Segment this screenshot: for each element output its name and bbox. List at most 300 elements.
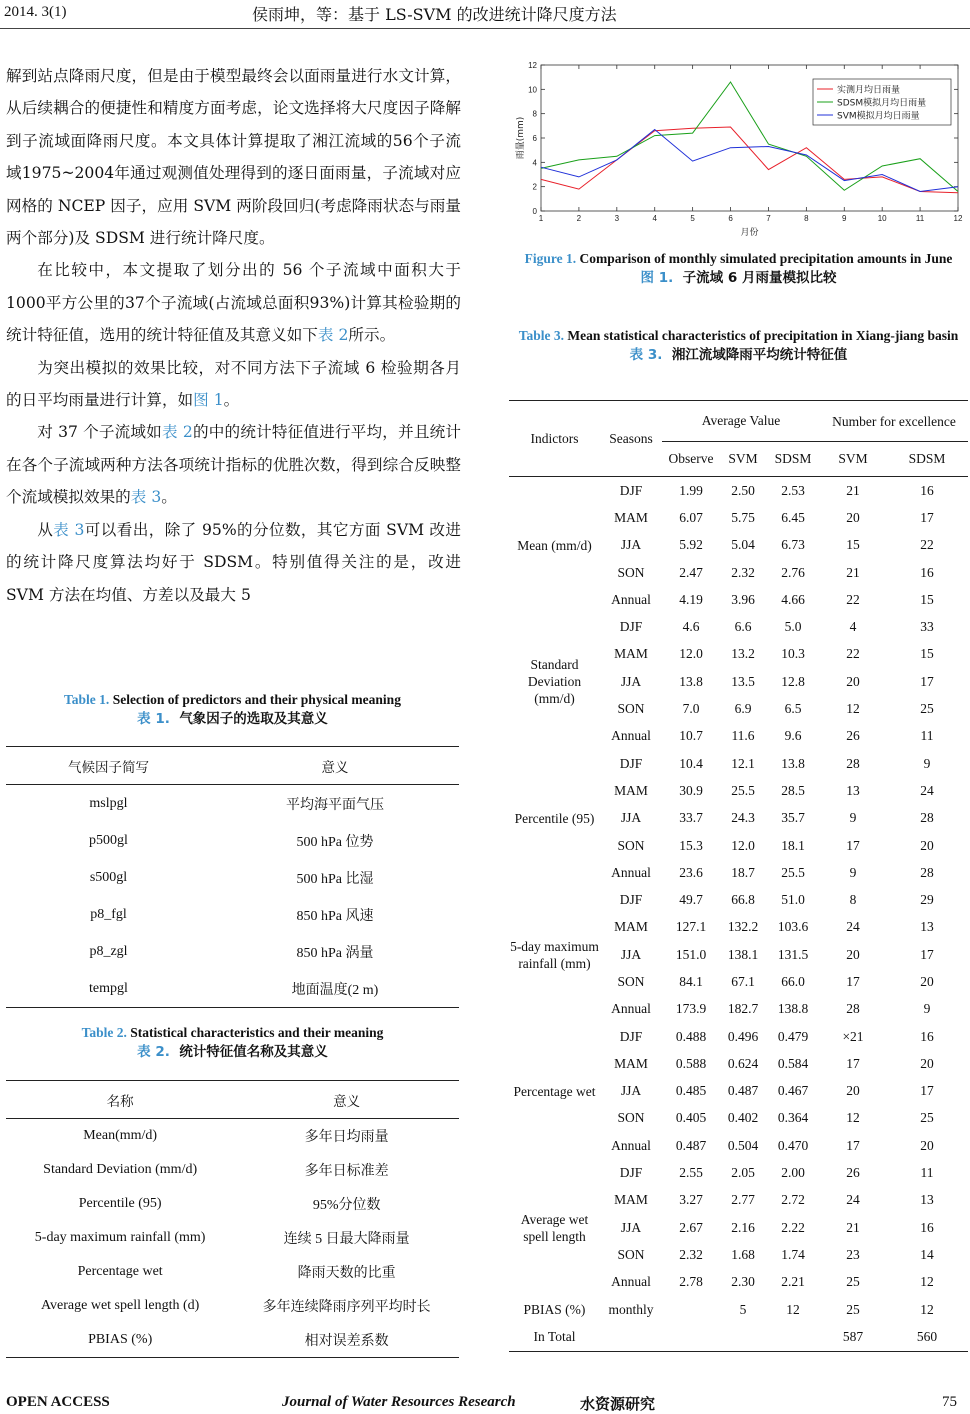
table-cell: 138.8 — [777, 1001, 809, 1017]
running-title: 侯雨坤，等：基于 LS-SVM 的改进统计降尺度方法 — [252, 5, 617, 24]
column-header: SVM — [720, 442, 766, 477]
table-row — [6, 1221, 459, 1255]
table-cell: 26 — [846, 728, 860, 744]
table-cell: 2.50 — [731, 482, 755, 498]
table-cell: 9.6 — [784, 728, 802, 744]
table-cell: 103.6 — [777, 919, 809, 935]
row-group-label: 5-day maximum rainfall (mm) — [510, 938, 599, 971]
table-cell: 560 — [886, 1323, 968, 1351]
table-cell: SON — [617, 973, 645, 989]
table-cell: 2.77 — [731, 1192, 755, 1208]
table-cell: 5.04 — [731, 537, 755, 553]
table-cell: 17 — [920, 673, 934, 689]
table-row — [6, 896, 459, 933]
x-tick-label: 11 — [915, 214, 925, 223]
table-row — [509, 886, 968, 913]
table-cell: MAM — [614, 1055, 648, 1071]
table-cell: 8 — [849, 892, 857, 908]
table-cell: DJF — [619, 619, 643, 635]
table-row — [6, 1255, 459, 1289]
table-cell: 13 — [920, 1192, 934, 1208]
column-header: SDSM — [766, 442, 820, 477]
table-cell: 0.485 — [675, 1083, 707, 1099]
table-cell: 66.8 — [731, 892, 755, 908]
table-cell: 0.470 — [777, 1137, 809, 1153]
table-row — [6, 1323, 459, 1358]
table-cell: 6.07 — [679, 509, 703, 525]
table-cell: 10.3 — [781, 646, 805, 662]
x-tick-label: 6 — [728, 214, 733, 223]
table-cell: 多年连续降雨序列平均时长 — [262, 1300, 431, 1315]
table-cell: 850 hPa 风速 — [296, 908, 374, 924]
table-cell: PBIAS (%) — [523, 1301, 586, 1317]
table-cell: 平均海平面气压 — [285, 797, 384, 813]
y-axis-label: 雨量(mm) — [516, 116, 526, 160]
table-cell: 0.496 — [727, 1028, 759, 1044]
table-cell: 33.7 — [679, 810, 703, 826]
row-group-label: Percentile (95) — [514, 810, 595, 826]
table-cell: 13 — [846, 782, 860, 798]
table3-ref-link[interactable]: 表 3 — [53, 520, 85, 539]
table-cell: 9 — [923, 1001, 931, 1017]
figure1-caption: Figure 1. Comparison of monthly simulated precipitation amounts in June 图 1. 子流域 6 月雨量模拟比较 — [524, 251, 953, 286]
table-row — [509, 1023, 968, 1050]
x-tick-label: 9 — [842, 214, 847, 223]
table-cell — [662, 1296, 720, 1323]
y-tick-label: 8 — [532, 109, 537, 119]
table-cell: 26 — [846, 1165, 860, 1181]
table-row — [509, 477, 968, 505]
paragraph-5: 从表 3可以看出，除了 95%的分位数，其它方面 SVM 改进的统计降尺度算法均好于 SDSM。特别值得关注的是，改进 SVM 方法在均值、方差以及最大 5 — [6, 520, 461, 604]
table-cell: SON — [617, 1246, 645, 1262]
table-cell: Average wet spell length (d) — [40, 1298, 200, 1313]
table-cell: 22 — [846, 646, 860, 662]
table2-caption: Table 2. Statistical characteristics and their meaning 表 2. 统计特征值名称及其意义 — [81, 1025, 384, 1060]
table3-ref-link[interactable]: 表 3 — [130, 488, 162, 507]
table-cell: JJA — [620, 1083, 642, 1099]
table-cell: 5.0 — [784, 619, 802, 635]
table-cell: 9 — [849, 810, 857, 826]
table-cell: Annual — [611, 728, 651, 744]
table-cell: 29 — [920, 892, 934, 908]
table-cell: 0.467 — [777, 1083, 809, 1099]
table-cell: 17 — [846, 1137, 860, 1153]
table-cell: 0.588 — [675, 1055, 707, 1071]
figure1-ref-link[interactable]: 图 1 — [193, 391, 224, 410]
table-cell: 28.5 — [781, 782, 805, 798]
table-cell: MAM — [614, 919, 648, 935]
table-cell: 24 — [846, 1192, 860, 1208]
table-cell: 2.72 — [781, 1192, 805, 1208]
table-cell: 多年日均雨量 — [304, 1130, 389, 1145]
table-cell: 6.6 — [734, 619, 752, 635]
table-cell: 15 — [846, 537, 860, 553]
table-cell: 12 — [920, 1274, 934, 1290]
table-cell: 25 — [920, 1110, 934, 1126]
row-group-label: Average wet spell length — [520, 1211, 589, 1244]
table-row — [6, 1187, 459, 1221]
table-cell: 12 — [920, 1301, 934, 1317]
table-row — [509, 613, 968, 640]
column-header: 名称 — [6, 1081, 234, 1119]
column-header: Indictors — [509, 401, 600, 477]
table-cell: MAM — [614, 1192, 648, 1208]
table-cell: 84.1 — [679, 973, 703, 989]
paragraph-3: 为突出模拟的效果比较，对不同方法下子流域 6 检验期各月的日平均雨量进行计算，如图 1。 — [6, 358, 461, 410]
x-axis-label: 月份 — [740, 228, 759, 238]
table-cell: 131.5 — [777, 946, 809, 962]
table-cell: 23.6 — [679, 864, 703, 880]
table-cell: 0.479 — [777, 1028, 809, 1044]
journal-name-cn: 水资源研究 — [580, 1395, 656, 1413]
x-tick-label: 4 — [652, 214, 657, 223]
table-cell — [720, 1323, 766, 1351]
table-cell: 587 — [820, 1323, 886, 1351]
table-cell — [600, 1323, 662, 1351]
table-row — [509, 1296, 968, 1323]
table-cell: 2.78 — [679, 1274, 703, 1290]
table-header-row — [6, 1081, 459, 1119]
table-cell: tempgl — [6, 970, 211, 1008]
table-cell: 12 — [846, 701, 860, 717]
table-cell: mslpgl — [89, 795, 128, 811]
table-row — [6, 859, 459, 896]
table-cell: MAM — [614, 509, 648, 525]
table-cell: 2.55 — [679, 1165, 703, 1181]
table-cell: 18.1 — [781, 837, 805, 853]
x-tick-label: 1 — [538, 214, 544, 223]
table-cell: DJF — [619, 1028, 643, 1044]
table-cell: 20 — [920, 1137, 934, 1153]
table-cell: 850 hPa 涡量 — [296, 945, 374, 961]
table-cell: 6.45 — [781, 509, 805, 525]
column-header: 意义 — [211, 747, 459, 785]
table3 — [509, 400, 968, 1352]
table-cell: 20 — [920, 837, 934, 853]
table-cell: 16 — [920, 482, 934, 498]
table-cell: 15 — [920, 591, 934, 607]
table-cell: 17 — [920, 509, 934, 525]
table-cell: 13.8 — [781, 755, 805, 771]
table-cell: p500gl — [89, 832, 128, 848]
body-text — [6, 60, 461, 611]
table-cell: 1.68 — [731, 1246, 755, 1262]
table-cell: 49.7 — [679, 892, 703, 908]
table-cell: s500gl — [89, 869, 128, 885]
table-cell: SON — [617, 1110, 645, 1126]
table-cell: 66.0 — [781, 973, 805, 989]
table-cell: 2.32 — [679, 1246, 703, 1262]
table-cell: 12 — [786, 1301, 800, 1317]
table-cell: 6.73 — [781, 537, 805, 553]
table-cell: 17 — [846, 973, 860, 989]
table-cell: 28 — [846, 1001, 860, 1017]
table-cell: 17 — [920, 946, 934, 962]
table-cell: 20 — [920, 973, 934, 989]
table-row — [6, 933, 459, 970]
table-row — [6, 1119, 459, 1154]
table-cell: 11.6 — [731, 728, 755, 744]
table-cell: DJF — [619, 755, 643, 771]
table-cell: 12 — [846, 1110, 860, 1126]
table-cell: 0.624 — [727, 1055, 759, 1071]
legend-entry: SVM模拟月均日雨量 — [837, 111, 920, 122]
table-cell: 500 hPa 位势 — [296, 834, 374, 850]
table-cell: Standard Deviation (mm/d) — [43, 1162, 198, 1177]
table-cell: JJA — [620, 673, 642, 689]
table-cell: 28 — [846, 755, 860, 771]
paragraph-2: 在比较中，本文提取了划分出的 56 个子流域中面积大于1000平方公里的37个子流域(占流域总面积93%)计算其检验期的统计特征值，选用的统计特征值及其意义如下表 2所示。 — [6, 261, 461, 345]
table-cell: 地面温度(2 m) — [211, 970, 459, 1008]
table-header-row — [509, 401, 968, 442]
table-cell: SON — [617, 837, 645, 853]
table-cell: 21 — [846, 482, 860, 498]
table-cell: 20 — [920, 1055, 934, 1071]
table-cell: 20 — [846, 673, 860, 689]
table-cell: DJF — [619, 482, 643, 498]
table-cell: JJA — [620, 537, 642, 553]
table-cell — [766, 1323, 820, 1351]
table-cell: 6.9 — [734, 701, 752, 717]
table-cell: 5.92 — [679, 537, 703, 553]
table-cell: Annual — [611, 591, 651, 607]
table-cell: 25 — [846, 1274, 860, 1290]
y-tick-label: 2 — [532, 182, 537, 192]
table-cell: 2.21 — [781, 1274, 805, 1290]
table-cell: 500 hPa 比湿 — [296, 871, 374, 887]
table-cell: 21 — [846, 1219, 860, 1235]
table-cell: SON — [617, 564, 645, 580]
table-cell: JJA — [620, 810, 642, 826]
table-cell: 14 — [920, 1246, 934, 1262]
table-cell: 2.76 — [781, 564, 805, 580]
table-cell: 0.504 — [727, 1137, 759, 1153]
table-cell: 13 — [920, 919, 934, 935]
table-cell: 5-day maximum rainfall (mm) — [34, 1230, 206, 1245]
table-cell: 22 — [846, 591, 860, 607]
table-cell: 1.74 — [781, 1246, 805, 1262]
column-header: 意义 — [234, 1081, 459, 1119]
table-cell: 4.66 — [781, 591, 805, 607]
table-cell: 2.67 — [679, 1219, 703, 1235]
table-cell: 2.16 — [731, 1219, 755, 1235]
table-cell: 4.19 — [679, 591, 703, 607]
table-cell: 13.8 — [679, 673, 703, 689]
table-cell: JJA — [620, 946, 642, 962]
table-cell: 12.0 — [731, 837, 755, 853]
row-group-label: Percentage wet — [513, 1083, 596, 1099]
x-tick-label: 7 — [766, 214, 771, 223]
table-cell: 20 — [846, 509, 860, 525]
table-cell: 28 — [920, 810, 934, 826]
table-row — [509, 1159, 968, 1186]
x-tick-label: 2 — [576, 214, 582, 223]
table-cell: 4.6 — [682, 619, 700, 635]
table-cell: 0.584 — [777, 1055, 809, 1071]
table-cell: Annual — [611, 1001, 651, 1017]
table-cell: 0.402 — [727, 1110, 759, 1126]
page-header — [0, 0, 970, 29]
table-cell: 2.30 — [731, 1274, 755, 1290]
open-access-label: OPEN ACCESS — [6, 1394, 110, 1410]
figure1-chart — [509, 55, 968, 240]
table-cell: 12.0 — [679, 646, 703, 662]
column-header: Number for excellence — [820, 401, 968, 442]
table-cell: MAM — [614, 782, 648, 798]
table-cell: 28 — [920, 864, 934, 880]
table-cell: DJF — [619, 892, 643, 908]
volume-label: 2014. 3(1) — [4, 4, 67, 20]
table-cell: 138.1 — [727, 946, 759, 962]
column-header: Average Value — [662, 401, 820, 442]
column-header: SDSM — [886, 442, 968, 477]
table-cell: 35.7 — [781, 810, 805, 826]
table-row — [6, 785, 459, 823]
table-cell: 5 — [739, 1301, 747, 1317]
table1 — [6, 746, 459, 1008]
table-cell: 3.96 — [731, 591, 755, 607]
table-cell: 23 — [846, 1246, 860, 1262]
table-cell: 151.0 — [675, 946, 707, 962]
x-tick-label: 8 — [804, 214, 809, 223]
table-cell: 21 — [846, 564, 860, 580]
y-tick-label: 0 — [532, 207, 537, 216]
table-cell: ×21 — [842, 1028, 864, 1044]
table-cell — [662, 1323, 720, 1351]
column-header: Observe — [662, 442, 720, 477]
table-cell: 连续 5 日最大降雨量 — [283, 1232, 410, 1247]
table-cell: 0.364 — [777, 1110, 809, 1126]
table-cell: 25 — [846, 1301, 860, 1317]
table-cell: 67.1 — [731, 973, 755, 989]
column-header: SVM — [820, 442, 886, 477]
table-cell: Percentage wet — [77, 1264, 163, 1279]
table-row — [509, 1323, 968, 1351]
table-cell: 16 — [920, 564, 934, 580]
table-cell: 3.27 — [679, 1192, 703, 1208]
table-cell: 0.487 — [727, 1083, 759, 1099]
journal-name: Journal of Water Resources Research — [282, 1394, 516, 1410]
table-cell: JJA — [620, 1219, 642, 1235]
table-cell: 2.00 — [781, 1165, 805, 1181]
y-tick-label: 12 — [528, 61, 537, 70]
table-cell: 2.53 — [781, 482, 805, 498]
table-cell: 1.99 — [679, 482, 703, 498]
table-cell: Annual — [611, 1274, 651, 1290]
table-cell: 16 — [920, 1219, 934, 1235]
table-cell: 51.0 — [781, 892, 805, 908]
table-cell: 24 — [846, 919, 860, 935]
table-cell: 6.5 — [784, 701, 802, 717]
table-cell: p8_zgl — [89, 943, 128, 959]
table-cell: 相对误差系数 — [234, 1323, 459, 1358]
paragraph-4: 对 37 个子流域如表 2的中的统计特征值进行平均，并且统计在各个子流域两种方法各项统计指标的优胜次数，得到综合反映整个流域模拟效果的表 3。 — [6, 423, 461, 507]
table-cell: 25.5 — [781, 864, 805, 880]
table-header-row — [6, 747, 459, 785]
table2-ref-link[interactable]: 表 2 — [317, 326, 349, 345]
table-cell: 24 — [920, 782, 934, 798]
table-cell: 20 — [846, 946, 860, 962]
table-cell: 182.7 — [727, 1001, 759, 1017]
table-cell: 5.75 — [731, 509, 755, 525]
table-cell: Annual — [611, 864, 651, 880]
table-cell: p8_fgl — [90, 906, 127, 922]
table-cell: 17 — [846, 837, 860, 853]
table-cell: 9 — [923, 755, 931, 771]
table2-ref-link[interactable]: 表 2 — [161, 423, 193, 442]
page-number: 75 — [942, 1394, 957, 1410]
y-tick-label: 10 — [528, 85, 537, 95]
table-cell: 25 — [920, 701, 934, 717]
table-cell: 132.2 — [727, 919, 759, 935]
table-cell: 2.32 — [731, 564, 755, 580]
table-cell: 20 — [846, 1083, 860, 1099]
table-cell: 0.487 — [675, 1137, 707, 1153]
table-cell: MAM — [614, 646, 648, 662]
table-row — [6, 970, 459, 1008]
table-cell: SON — [617, 701, 645, 717]
table-cell: 16 — [920, 1028, 934, 1044]
table-cell: 15 — [920, 646, 934, 662]
paragraph-1: 解到站点降雨尺度，但是由于模型最终会以面雨量进行水文计算，从后续耦合的便捷性和精度方面考虑，论文选择将大尺度因子降解到子流域面降雨尺度。本文具体计算提取了湘江流域的56个子流域1975~2004年通过观测值处理得到的逐日面雨量，子流域对应网格的 NCEP 因子，应用 SVM 两阶段回归(考虑降雨状态与雨量两个部分)及 SDSM 进行统计降尺度。 — [6, 67, 461, 248]
table-cell: 30.9 — [679, 782, 703, 798]
table-row — [6, 1153, 459, 1187]
x-tick-label: 3 — [614, 214, 620, 223]
table-cell: 25.5 — [731, 782, 755, 798]
x-tick-label: 5 — [690, 214, 695, 223]
legend-entry: 实测月均日雨量 — [837, 85, 901, 96]
table-cell: 12.1 — [731, 755, 755, 771]
table-cell: 13.5 — [731, 673, 755, 689]
table-cell: 173.9 — [675, 1001, 707, 1017]
table-row — [6, 822, 459, 859]
table-cell: 18.7 — [731, 864, 755, 880]
table-cell: 127.1 — [675, 919, 707, 935]
y-tick-label: 4 — [532, 158, 537, 168]
table-cell: 17 — [920, 1083, 934, 1099]
table-cell: 15.3 — [679, 837, 703, 853]
table-cell: Annual — [611, 1137, 651, 1153]
table-cell: 10.7 — [679, 728, 703, 744]
table-cell: DJF — [619, 1165, 643, 1181]
table-cell: 33 — [920, 619, 934, 635]
x-tick-label: 10 — [877, 214, 887, 223]
table-cell: PBIAS (%) — [6, 1323, 234, 1358]
table-cell: 11 — [920, 728, 934, 744]
table-row — [509, 750, 968, 777]
table-cell: 13.2 — [731, 646, 755, 662]
table-cell: 0.488 — [675, 1028, 707, 1044]
table-cell: 2.47 — [679, 564, 703, 580]
table-cell: 4 — [849, 619, 857, 635]
table-cell: 2.22 — [781, 1219, 805, 1235]
table-cell: 17 — [846, 1055, 860, 1071]
table-cell: 11 — [920, 1165, 934, 1181]
column-header: 气候因子简写 — [6, 747, 211, 785]
table1-caption: Table 1. Selection of predictors and their physical meaning 表 1. 气象因子的选取及其意义 — [64, 692, 401, 727]
table-cell: monthly — [608, 1301, 654, 1317]
legend-entry: SDSM模拟月均日雨量 — [837, 98, 927, 109]
column-header: Seasons — [600, 401, 662, 477]
table-cell: 22 — [920, 537, 934, 553]
table-cell: 9 — [849, 864, 857, 880]
table-cell: 2.05 — [731, 1165, 755, 1181]
table-cell: 95%分位数 — [312, 1198, 381, 1213]
table-cell: Percentile (95) — [78, 1196, 162, 1211]
table-cell: 降雨天数的比重 — [297, 1266, 396, 1281]
table-row — [6, 1289, 459, 1323]
table-cell: Mean(mm/d) — [83, 1128, 158, 1143]
